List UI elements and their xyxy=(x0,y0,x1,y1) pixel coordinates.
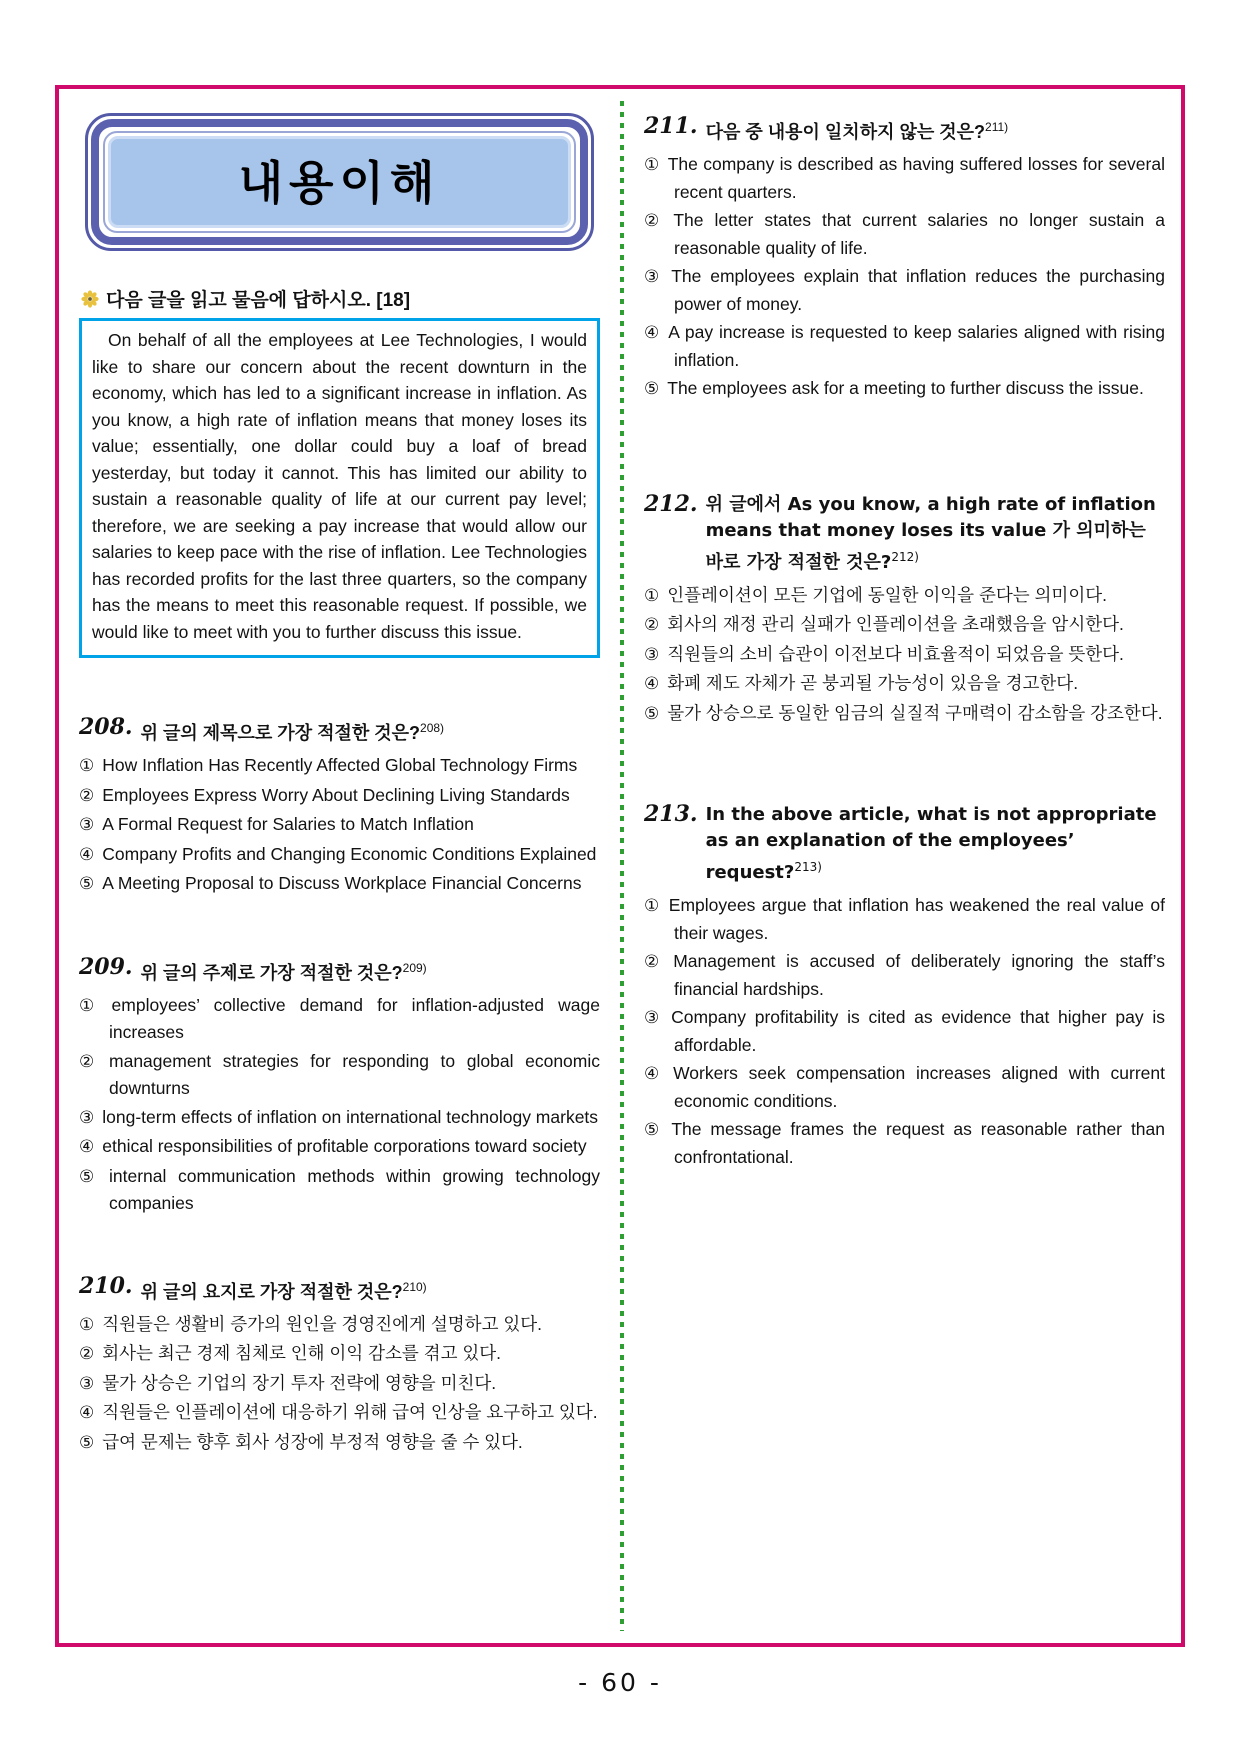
question-number: 209. xyxy=(79,953,133,980)
option xyxy=(79,1429,600,1457)
option-marker: ① xyxy=(644,896,661,915)
option xyxy=(644,1116,1165,1170)
option-text: The letter states that current salaries no longer sustain a reasonable quality of life. xyxy=(673,210,1165,258)
page-title: 내용이해 xyxy=(238,157,441,209)
instruction-text: 다음 글을 읽고 물음에 답하시오. [18] xyxy=(106,290,411,311)
section-title-banner xyxy=(85,113,594,251)
option-text: The company is described as having suffered losses for several recent quarters. xyxy=(667,154,1165,202)
question-number: 212. xyxy=(644,490,698,517)
option-marker: ⑤ xyxy=(79,1432,95,1452)
option xyxy=(644,892,1165,946)
option-marker: ① xyxy=(644,155,660,174)
option xyxy=(79,1370,600,1398)
option-marker: ① xyxy=(79,1314,95,1334)
option xyxy=(79,752,600,780)
option-text: Employees argue that inflation has weakened the real value of their wages. xyxy=(668,895,1165,943)
option-text: 화폐 제도 자체가 곧 붕괴될 가능성이 있음을 경고한다. xyxy=(667,673,1079,693)
question-211 xyxy=(644,113,1165,403)
option xyxy=(644,263,1165,317)
option-marker: ④ xyxy=(79,844,95,864)
option-marker: ② xyxy=(79,1051,102,1071)
option xyxy=(644,700,1165,728)
option-text: Management is accused of deliberately ignoring the staff’s financial hardships. xyxy=(673,951,1165,999)
option xyxy=(79,1048,600,1102)
question-213 xyxy=(644,801,1165,1170)
option xyxy=(644,641,1165,669)
option-text: 물가 상승은 기업의 장기 투자 전략에 영향을 미친다. xyxy=(102,1372,497,1393)
question-number: 211. xyxy=(644,113,698,139)
instruction-row xyxy=(81,285,598,312)
option xyxy=(79,1311,600,1339)
option-marker: ⑤ xyxy=(79,1166,102,1186)
option xyxy=(79,1104,600,1132)
option xyxy=(79,1399,600,1427)
option xyxy=(644,670,1165,698)
option-marker: ① xyxy=(79,995,104,1015)
option xyxy=(644,319,1165,373)
option-marker: ③ xyxy=(644,1008,664,1027)
option-text: The employees ask for a meeting to further discuss the issue. xyxy=(667,378,1144,398)
option-text: 물가 상승으로 동일한 임금의 실질적 구매력이 감소함을 강조한다. xyxy=(667,702,1163,723)
question-number: 210. xyxy=(79,1272,133,1299)
option-text: 회사의 재정 관리 실패가 인플레이션을 초래했음을 암시한다. xyxy=(667,614,1124,634)
option xyxy=(79,841,600,869)
option xyxy=(644,151,1165,205)
footnote-ref: 208) xyxy=(420,721,445,735)
question-212 xyxy=(644,491,1165,728)
question-stem: 위 글의 제목으로 가장 적절한 것은?$^{208)}$ xyxy=(140,721,445,743)
option xyxy=(644,948,1165,1002)
option xyxy=(644,375,1165,403)
option xyxy=(79,1163,600,1217)
option-text: 직원들은 생활비 증가의 원인을 경영진에게 설명하고 있다. xyxy=(102,1313,543,1334)
question-stem: 위 글의 요지로 가장 적절한 것은?$^{210)}$ xyxy=(140,1279,427,1302)
footnote-ref: 213) xyxy=(794,860,822,874)
option xyxy=(79,811,600,839)
option xyxy=(79,782,600,810)
left-column xyxy=(59,97,620,1635)
option-marker: ③ xyxy=(79,1373,95,1393)
option-marker: ④ xyxy=(644,1064,666,1083)
question-stem: 위 글에서 As you know, a high rate of inflation means that money loses its value 가 의미하는 바로 가장 적절한 것은?$^{212)}$ xyxy=(705,493,1156,573)
option-text: 인플레이션이 모든 기업에 동일한 이익을 준다는 의미이다. xyxy=(667,584,1108,605)
option-text: ethical responsibilities of profitable corporations toward society xyxy=(102,1136,587,1156)
option xyxy=(644,1060,1165,1114)
option-marker: ⑤ xyxy=(644,379,660,398)
option-text: employees’ collective demand for inflation-adjusted wage increases xyxy=(109,994,600,1042)
option-text: Company profitability is cited as evidence that higher pay is affordable. xyxy=(671,1007,1165,1055)
option-text: internal communication methods within growing technology companies xyxy=(109,1165,601,1213)
option-text: How Inflation Has Recently Affected Global Technology Firms xyxy=(102,755,578,775)
option-text: 회사는 최근 경제 침체로 인해 이익 감소를 겪고 있다. xyxy=(102,1343,502,1363)
page-number: - 60 - xyxy=(578,1668,662,1697)
option-text: long-term effects of inflation on international technology markets xyxy=(102,1106,599,1127)
option xyxy=(644,611,1165,639)
question-number: 213. xyxy=(644,801,698,827)
option-text: A Meeting Proposal to Discuss Workplace Financial Concerns xyxy=(102,873,582,893)
footnote-ref: 209) xyxy=(402,960,427,975)
option-text: Company Profits and Changing Economic Conditions Explained xyxy=(102,843,597,864)
question-stem: 다음 중 내용이 일치하지 않는 것은?$^{211)}$ xyxy=(705,120,1009,142)
option-marker: ③ xyxy=(644,267,664,286)
option-marker: ⑤ xyxy=(644,703,660,723)
option-text: 직원들은 인플레이션에 대응하기 위해 급여 인상을 요구하고 있다. xyxy=(102,1402,598,1422)
option-text: The employees explain that inflation reduces the purchasing power of money. xyxy=(671,266,1165,314)
option-marker: ④ xyxy=(79,1137,95,1156)
option-marker: ② xyxy=(644,211,666,230)
option-text: 급여 문제는 향후 회사 성장에 부정적 영향을 줄 수 있다. xyxy=(102,1431,523,1452)
footnote-ref: 211) xyxy=(985,120,1009,134)
question-208 xyxy=(79,714,600,898)
option-marker: ③ xyxy=(79,815,95,834)
reading-passage: On behalf of all the employees at Lee Technologies, I would like to share our concern about the recent downturn in the economy, which has led to a significant increase in inflation. As you know, a high rate of inflation means that money loses its value; essentially, one dollar could buy a loaf of bread yesterday, but today it cannot. This has limited our ability to sustain a reasonable quality of life at our current pay level; therefore, we are seeking a pay increase that would allow our salaries to keep pace with the rise of inflation. Lee Technologies has recorded profits for the last three quarters, so the company has the means to meet this reasonable request. If possible, we would like to meet with you to further discuss this issue. xyxy=(92,330,587,642)
question-209 xyxy=(79,954,600,1217)
right-column xyxy=(624,97,1181,1635)
option-marker: ④ xyxy=(79,1403,95,1422)
option-text: A pay increase is requested to keep salaries aligned with rising inflation. xyxy=(668,322,1165,370)
option-marker: ④ xyxy=(644,323,661,342)
option xyxy=(79,992,600,1046)
option-text: Workers seek compensation increases aligned with current economic conditions. xyxy=(673,1063,1165,1111)
option-marker: ⑤ xyxy=(79,874,95,893)
option-marker: ③ xyxy=(79,1107,95,1127)
option xyxy=(79,1133,600,1161)
option-marker: ④ xyxy=(644,674,660,693)
option-marker: ① xyxy=(644,585,660,605)
option-marker: ② xyxy=(79,785,95,805)
option xyxy=(644,207,1165,261)
option-text: The message frames the request as reasonable rather than confrontational. xyxy=(671,1119,1166,1167)
option-text: Employees Express Worry About Declining Living Standards xyxy=(102,784,570,805)
option-text: A Formal Request for Salaries to Match Inflation xyxy=(102,814,474,834)
option-marker: ⑤ xyxy=(644,1120,664,1139)
question-210 xyxy=(79,1273,600,1457)
option xyxy=(644,582,1165,610)
question-stem: 위 글의 주제로 가장 적절한 것은?$^{209)}$ xyxy=(140,960,427,983)
footnote-ref: 210) xyxy=(402,1279,427,1294)
option xyxy=(79,870,600,898)
option-marker: ② xyxy=(644,615,660,634)
option-text: 직원들의 소비 습관이 이전보다 비효율적이 되었음을 뜻한다. xyxy=(667,643,1124,664)
footnote-ref: 212) xyxy=(891,549,919,564)
option-marker: ③ xyxy=(644,644,660,664)
option xyxy=(644,1004,1165,1058)
question-stem: In the above article, what is not appropriate as an explanation of the employees’ request?$^{213)}$ xyxy=(705,804,1157,883)
option-marker: ① xyxy=(79,756,95,775)
question-number: 208. xyxy=(79,714,133,740)
option-marker: ② xyxy=(79,1344,95,1363)
passage-box xyxy=(79,318,600,658)
page-border xyxy=(55,85,1185,1647)
option xyxy=(79,1340,600,1368)
option-marker: ② xyxy=(644,952,666,971)
flower-icon xyxy=(81,290,99,308)
option-text: management strategies for responding to global economic downturns xyxy=(109,1050,600,1098)
